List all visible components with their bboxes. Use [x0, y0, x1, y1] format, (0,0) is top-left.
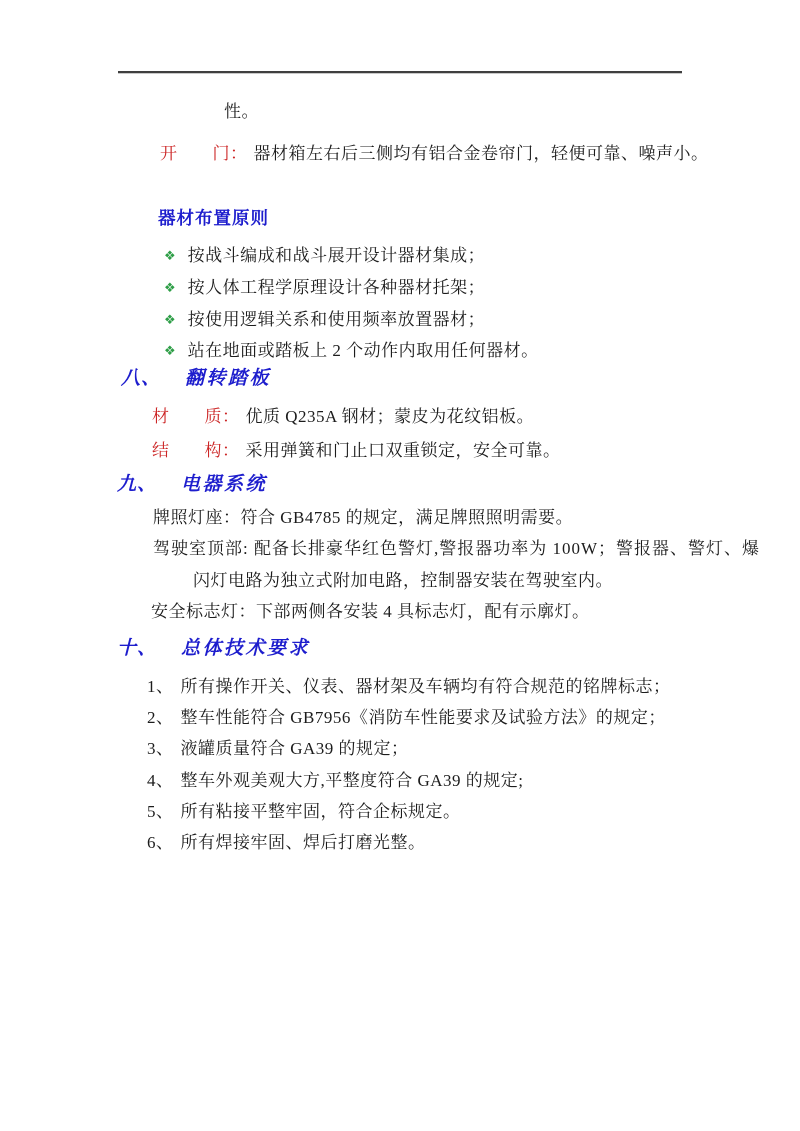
requirement-item-2: [147, 703, 666, 728]
item-text: 液罐质量符合 GA39 的规定；: [180, 739, 409, 758]
item-number: 5、: [147, 802, 174, 821]
section8-title: 翻转踏板: [185, 368, 272, 389]
section9-number: 九、: [117, 474, 158, 495]
paragraph-carryover: 性。: [224, 102, 259, 121]
item-number: 1、: [147, 677, 174, 696]
section10-heading: [117, 637, 310, 661]
door-row: [160, 139, 709, 164]
diamond-bullet-icon: ❖: [164, 248, 176, 263]
door-text: 器材箱左右后三侧均有铝合金卷帘门，轻便可靠、噪声小。: [253, 144, 709, 163]
section8-material-row: [152, 402, 534, 427]
item-number: 2、: [147, 708, 174, 727]
section9-title: 电器系统: [181, 474, 268, 495]
structure-label: 结 构：: [152, 441, 240, 460]
principles-bullet-1: [164, 241, 485, 266]
section10-title: 总体技术要求: [181, 638, 311, 659]
item-number: 6、: [147, 833, 174, 852]
requirement-item-5: [147, 797, 461, 822]
requirement-item-4: [147, 766, 524, 791]
diamond-bullet-icon: ❖: [164, 280, 176, 295]
section8-heading: [121, 367, 271, 391]
item-text: 所有操作开关、仪表、器材架及车辆均有符合规范的铭牌标志；: [180, 677, 671, 696]
section8-structure-row: [152, 436, 561, 461]
section9-paragraph-1: 牌照灯座：符合 GB4785 的规定，满足牌照照明需要。: [153, 508, 574, 527]
bullet-text: 按人体工程学原理设计各种器材托架；: [187, 278, 486, 297]
section9-paragraph-2-continued: 闪灯电路为独立式附加电路，控制器安装在驾驶室内。: [193, 571, 613, 590]
door-label: 开 门：: [160, 144, 248, 163]
bullet-text: 按使用逻辑关系和使用频率放置器材；: [187, 310, 486, 329]
structure-text: 采用弹簧和门止口双重锁定，安全可靠。: [245, 441, 561, 460]
header-rule: [118, 71, 682, 74]
principles-bullet-4: [164, 336, 539, 361]
principles-bullet-3: [164, 305, 485, 330]
section10-number: 十、: [117, 638, 158, 659]
item-text: 整车外观美观大方,平整度符合 GA39 的规定;: [180, 771, 524, 790]
requirement-item-6: [147, 828, 426, 853]
item-number: 3、: [147, 739, 174, 758]
requirement-item-3: [147, 734, 409, 759]
requirement-item-1: [147, 672, 671, 697]
diamond-bullet-icon: ❖: [164, 343, 176, 358]
material-label: 材 质：: [152, 407, 240, 426]
bullet-text: 站在地面或踏板上 2 个动作内取用任何器材。: [187, 341, 539, 360]
section9-paragraph-3: 安全标志灯：下部两侧各安装 4 具标志灯，配有示廓灯。: [151, 602, 590, 621]
bullet-text: 按战斗编成和战斗展开设计器材集成；: [187, 246, 486, 265]
principles-bullet-2: [164, 273, 485, 298]
section9-heading: [117, 473, 267, 497]
principles-title: 器材布置原则: [158, 208, 269, 228]
section8-number: 八、: [121, 368, 162, 389]
diamond-bullet-icon: ❖: [164, 312, 176, 327]
item-text: 所有焊接牢固、焊后打磨光整。: [180, 833, 426, 852]
material-text: 优质 Q235A 钢材；蒙皮为花纹铝板。: [245, 407, 535, 426]
item-text: 整车性能符合 GB7956《消防车性能要求及试验方法》的规定；: [180, 708, 666, 727]
section9-paragraph-2: 驾驶室顶部: 配备长排豪华红色警灯,警报器功率为 100W；警报器、警灯、爆: [153, 539, 761, 558]
item-number: 4、: [147, 771, 174, 790]
item-text: 所有粘接平整牢固，符合企标规定。: [180, 802, 461, 821]
